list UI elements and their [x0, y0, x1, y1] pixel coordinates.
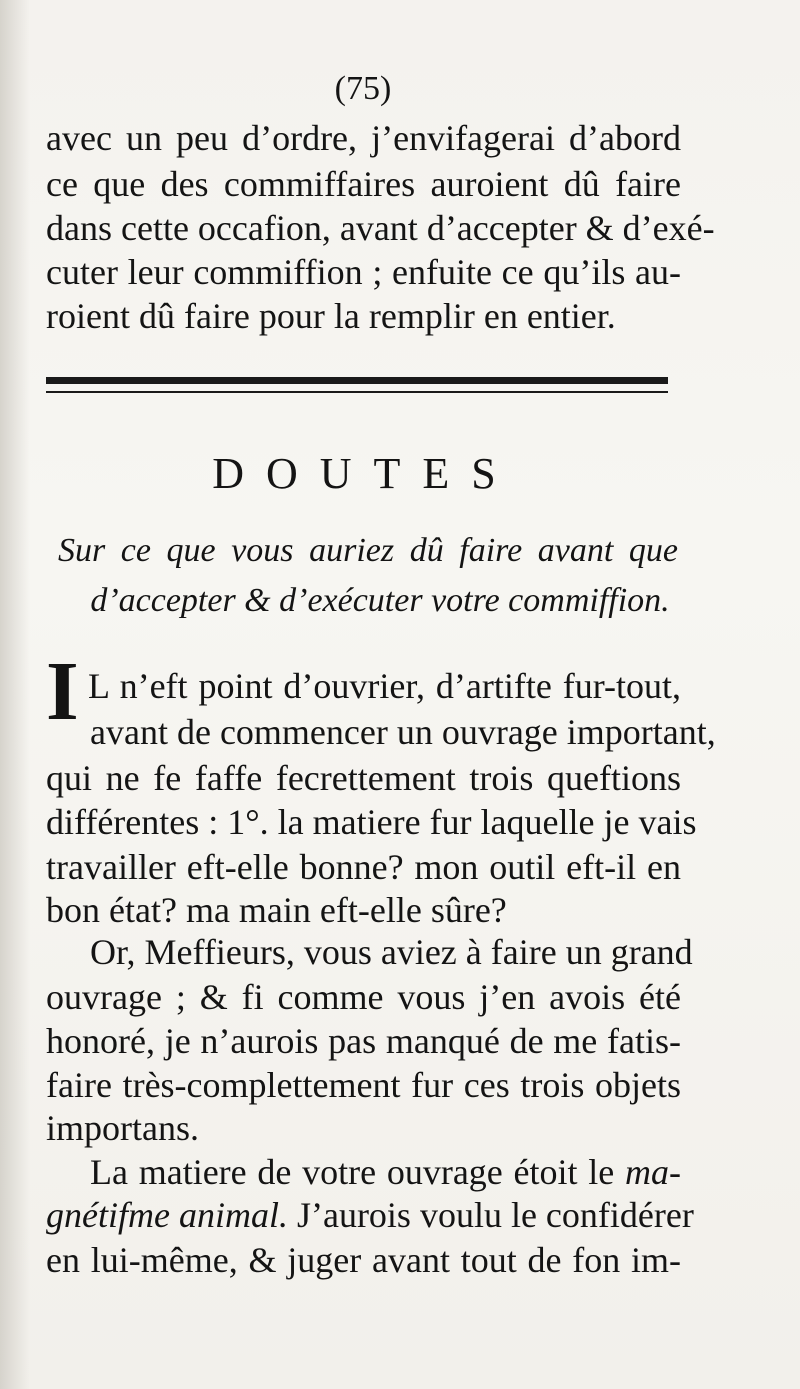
drop-cap: I — [46, 645, 79, 738]
text-line: roient dû faire pour la remplir en entier. — [46, 296, 616, 336]
text-line: travailler eft-elle bonne? mon outil eft-il en — [46, 847, 681, 887]
text-line: avec un peu d’ordre, j’envifagerai d’abord — [46, 118, 681, 158]
text-line — [46, 1193, 694, 1237]
text-line: cuter leur commiffion ; enfuite ce qu’ils au- — [46, 252, 681, 292]
text-line: importans. — [46, 1108, 199, 1148]
italic-run: gnétifme animal. — [46, 1195, 288, 1235]
text-line: différentes : 1°. la matiere fur laquelle je vais — [46, 802, 697, 842]
text-line: bon état? ma main eft-elle sûre? — [46, 890, 507, 930]
text-line — [90, 1150, 681, 1194]
text-line: ouvrage ; & fi comme vous j’en avois été — [46, 977, 681, 1017]
italic-run: ma- — [625, 1152, 681, 1192]
text-line: ce que des commiffaires auroient dû faire — [46, 164, 681, 204]
section-rule-thick — [46, 377, 668, 384]
section-subtitle-line: d’accepter & d’exécuter votre commiffion. — [90, 582, 670, 619]
text-run: J’aurois voulu le confidérer — [287, 1195, 694, 1235]
text-line: qui ne fe faffe fecrettement trois queftions — [46, 758, 681, 798]
text-line: L n’eft point d’ouvrier, d’artifte fur-tout, — [88, 666, 681, 706]
section-rule-thin — [46, 391, 668, 393]
text-line: dans cette occafion, avant d’accepter & d’exé- — [46, 208, 715, 248]
page-number: (75) — [334, 70, 392, 107]
text-line: avant de commencer un ouvrage important, — [90, 712, 716, 752]
section-heading: DOUTES — [212, 449, 518, 498]
text-run: La matiere de votre ouvrage étoit le — [90, 1152, 625, 1192]
section-subtitle-line: Sur ce que vous auriez dû faire avant que — [58, 532, 678, 569]
text-line: faire très-complettement fur ces trois objets — [46, 1065, 681, 1105]
text-line: Or, Meffieurs, vous aviez à faire un grand — [90, 932, 693, 972]
text-line: en lui-même, & juger avant tout de fon im- — [46, 1240, 681, 1280]
page-edge-shadow — [0, 0, 30, 1389]
text-line: honoré, je n’aurois pas manqué de me fatis- — [46, 1021, 681, 1061]
